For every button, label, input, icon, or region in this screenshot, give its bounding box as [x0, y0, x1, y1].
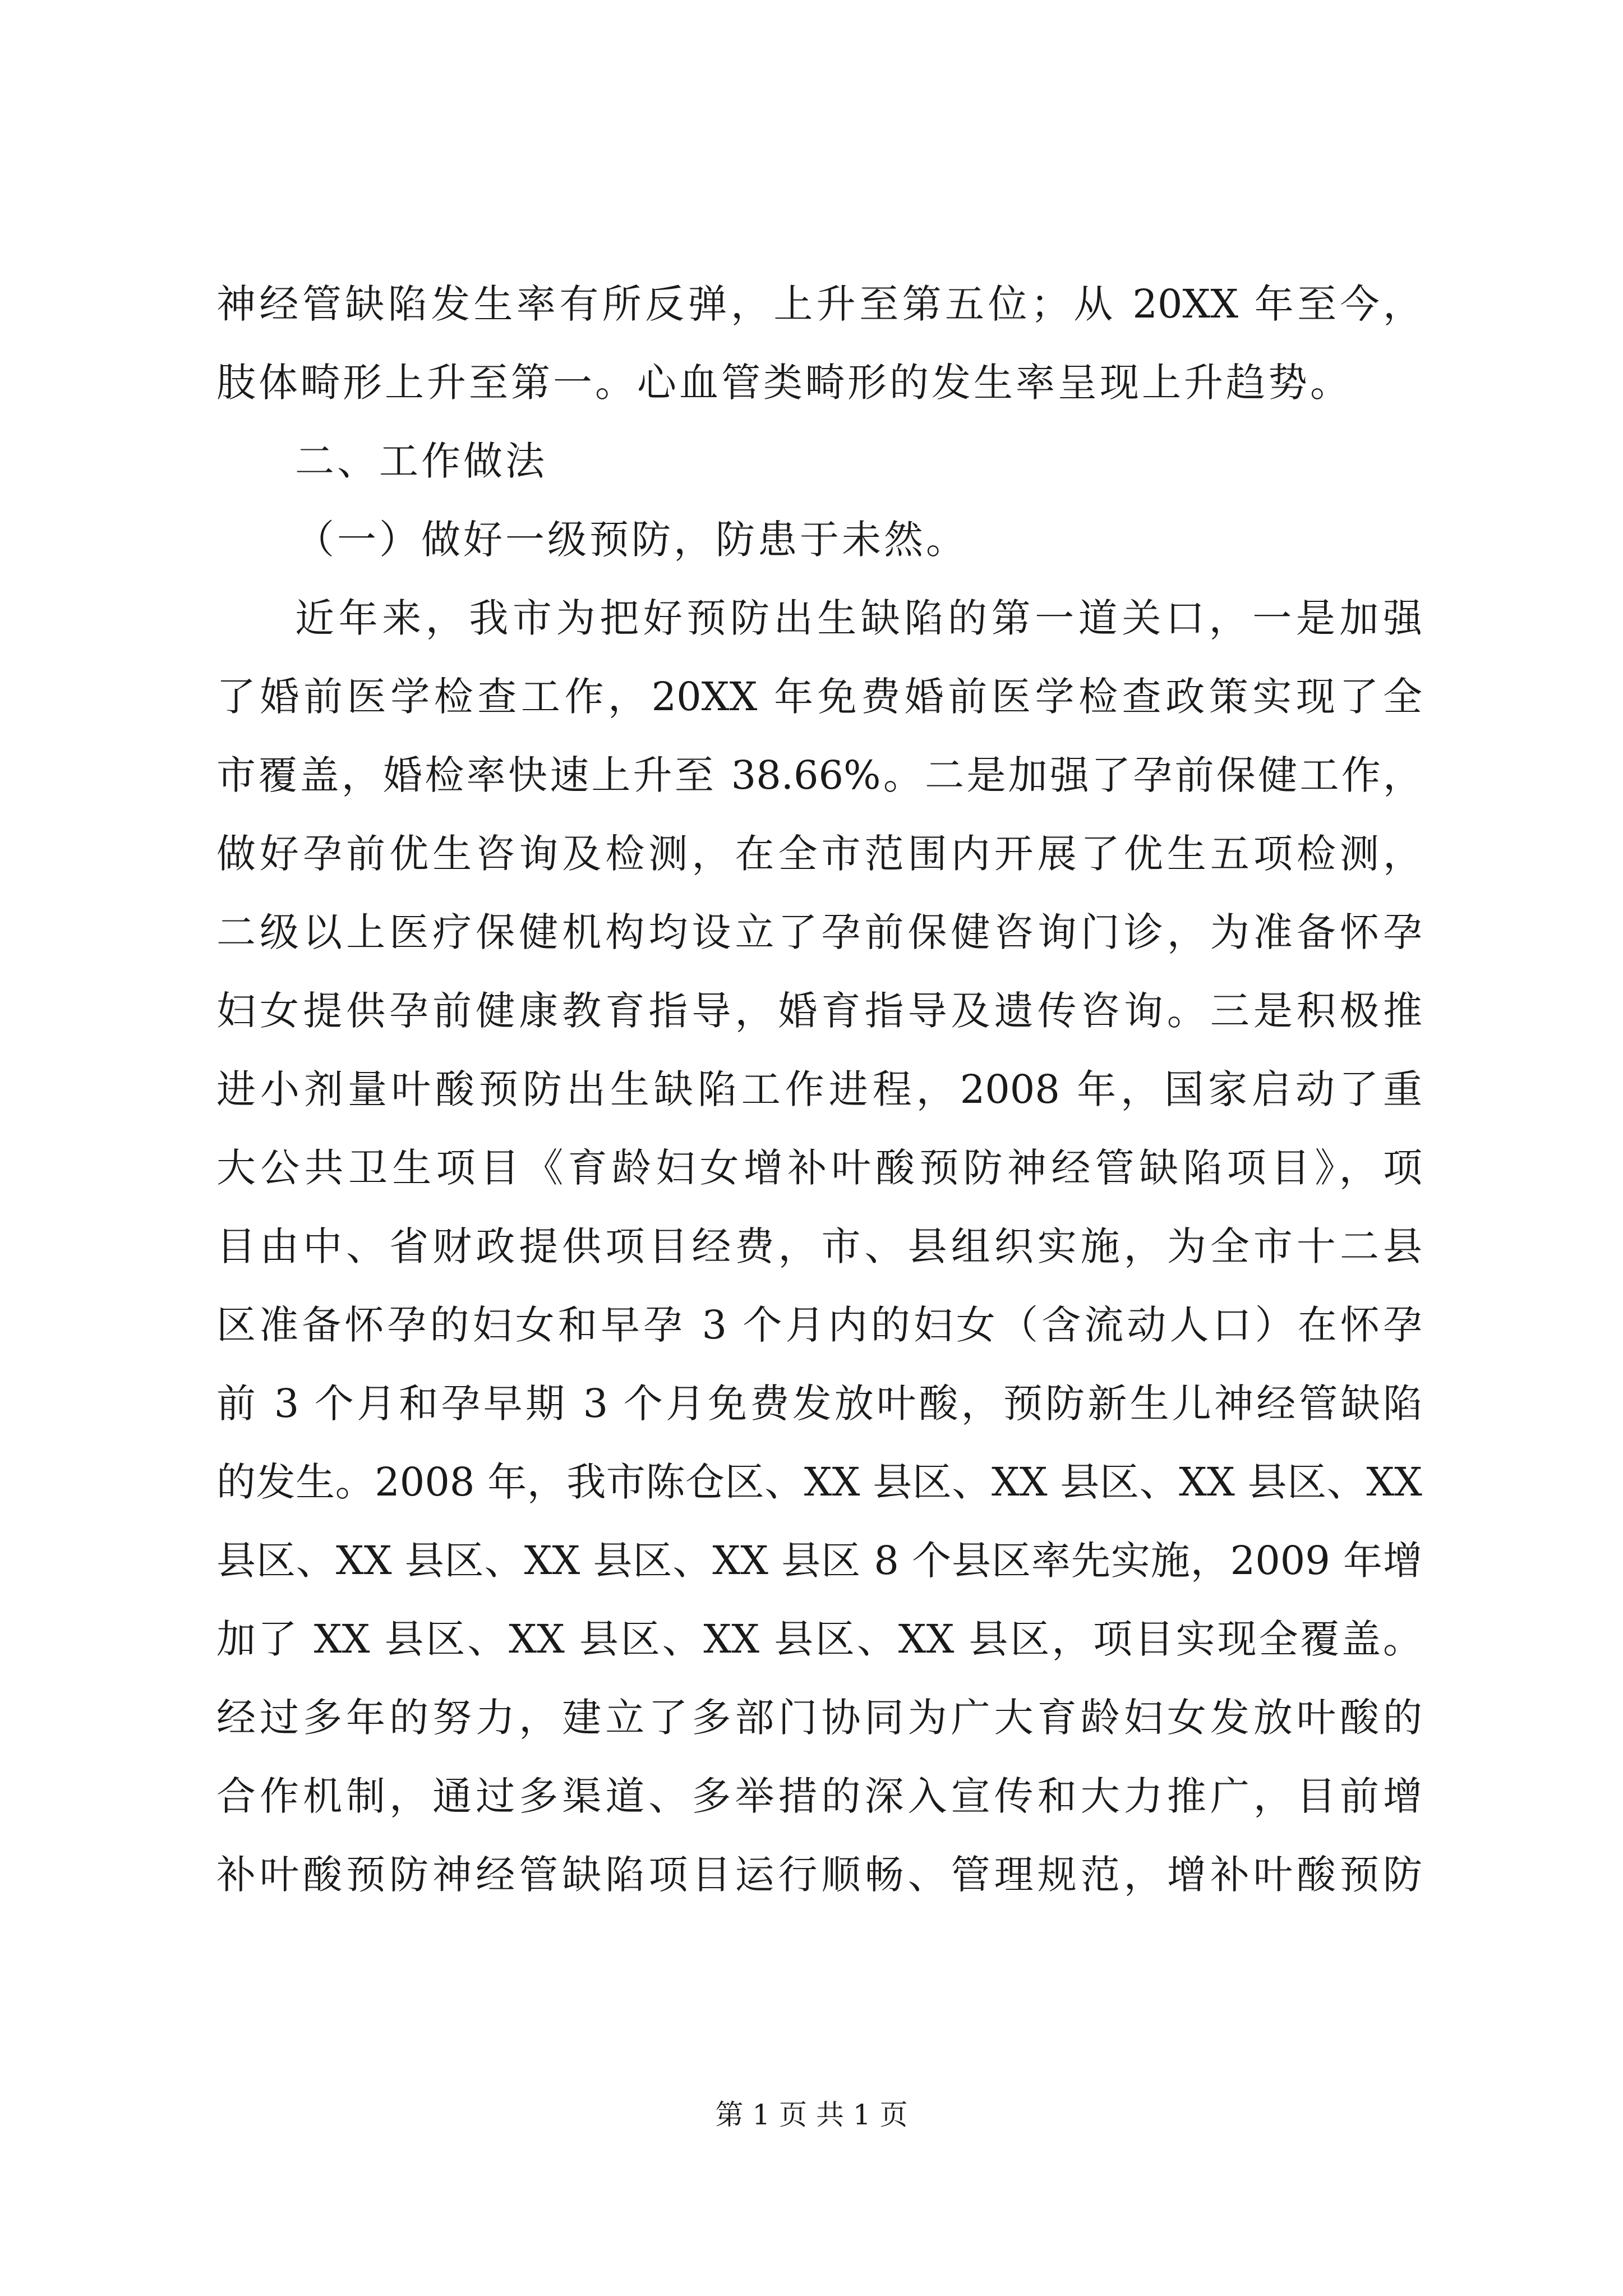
subsection-heading: （一）做好一级预防，防患于未然。: [295, 517, 968, 563]
page-footer: 第 1 页 共 1 页: [715, 2099, 908, 2131]
paragraph-line: 合作机制，通过多渠道、多举措的深入宣传和大力推广，目前增: [216, 1773, 1422, 1819]
paragraph-line: 神经管缺陷发生率有所反弹，上升至第五位；从 20XX 年至今，: [216, 281, 1422, 327]
paragraph-line: 市覆盖，婚检率快速上升至 38.66%。二是加强了孕前保健工作，: [216, 752, 1422, 798]
paragraph-line: 前 3 个月和孕早期 3 个月免费发放叶酸，预防新生儿神经管缺陷: [216, 1381, 1422, 1427]
paragraph-line: 了婚前医学检查工作，20XX 年免费婚前医学检查政策实现了全: [216, 674, 1422, 720]
section-heading: 二、工作做法: [295, 438, 547, 484]
paragraph-line: 大公共卫生项目《育龄妇女增补叶酸预防神经管缺陷项目》，项: [216, 1145, 1422, 1191]
paragraph-line: 县区、XX 县区、XX 县区、XX 县区 8 个县区率先实施，2009 年增: [216, 1538, 1422, 1584]
paragraph-line: 肢体畸形上升至第一。心血管类畸形的发生率呈现上升趋势。: [216, 360, 1352, 406]
paragraph-line: 目由中、省财政提供项目经费，市、县组织实施，为全市十二县: [216, 1223, 1422, 1269]
paragraph-line: 妇女提供孕前健康教育指导，婚育指导及遗传咨询。三是积极推: [216, 988, 1422, 1034]
paragraph-line: 区准备怀孕的妇女和早孕 3 个月内的妇女（含流动人口）在怀孕: [216, 1302, 1422, 1348]
paragraph-line: 进小剂量叶酸预防出生缺陷工作进程，2008 年，国家启动了重: [216, 1066, 1422, 1112]
paragraph-line: 的发生。2008 年，我市陈仓区、XX 县区、XX 县区、XX 县区、XX: [216, 1459, 1422, 1505]
paragraph-line: 近年来，我市为把好预防出生缺陷的第一道关口，一是加强: [295, 595, 1422, 641]
paragraph-line: 补叶酸预防神经管缺陷项目运行顺畅、管理规范，增补叶酸预防: [216, 1852, 1422, 1898]
paragraph-line: 经过多年的努力，建立了多部门协同为广大育龄妇女发放叶酸的: [216, 1695, 1422, 1741]
paragraph-line: 加了 XX 县区、XX 县区、XX 县区、XX 县区，项目实现全覆盖。: [216, 1616, 1422, 1662]
paragraph-line: 做好孕前优生咨询及检测，在全市范围内开展了优生五项检测，: [216, 831, 1422, 877]
paragraph-line: 二级以上医疗保健机构均设立了孕前保健咨询门诊，为准备怀孕: [216, 909, 1422, 955]
